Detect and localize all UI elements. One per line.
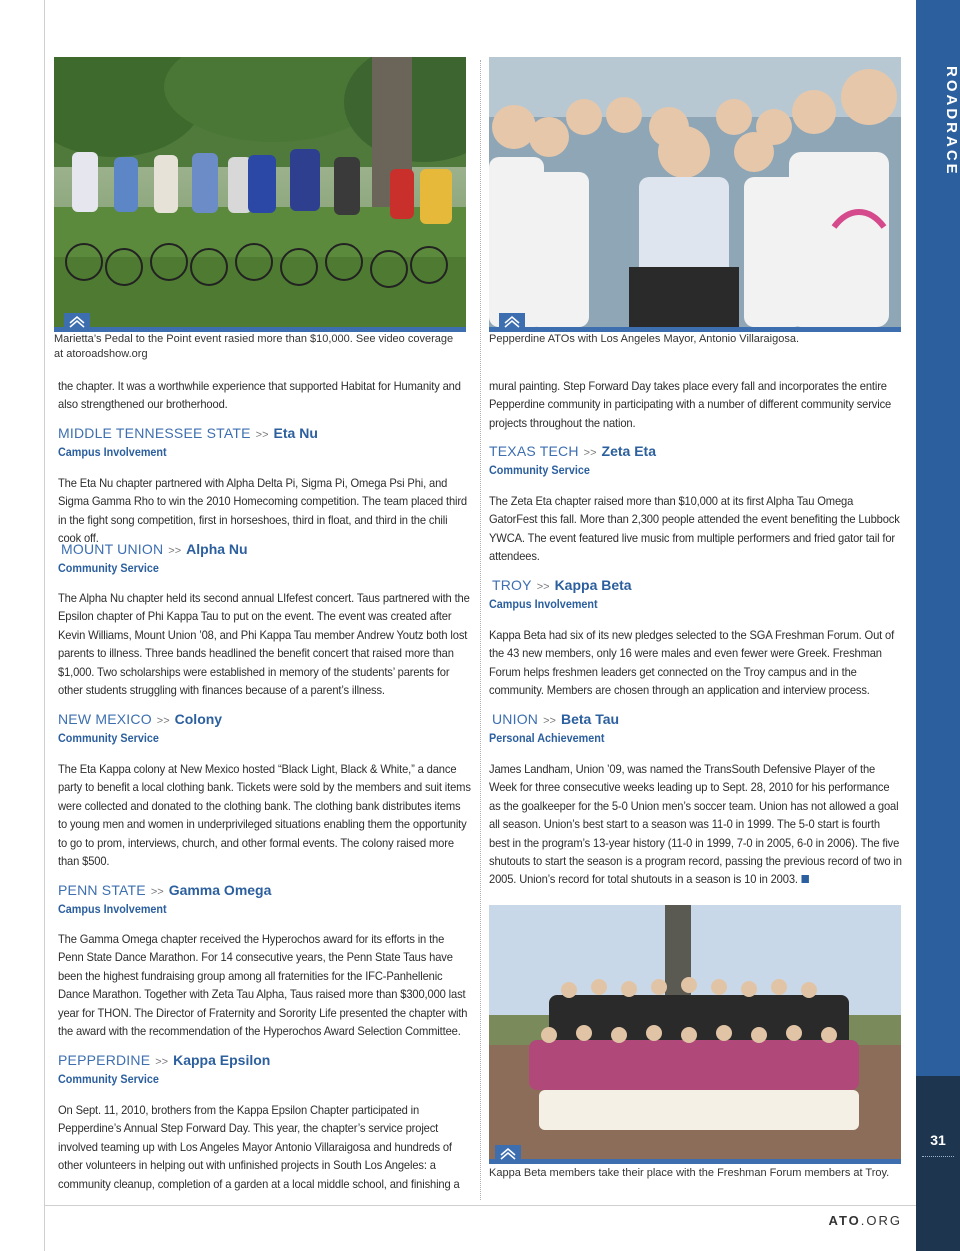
sidebar-dark-band	[916, 1076, 960, 1251]
column-divider	[480, 60, 481, 1200]
entry-heading	[489, 443, 656, 459]
chapter-name: Beta Tau	[560, 711, 620, 727]
school-name: UNION	[492, 711, 539, 727]
entry-heading	[58, 711, 222, 727]
chapter-name: Kappa Epsilon	[173, 1052, 271, 1068]
page-number: 31	[930, 1132, 946, 1148]
chevron-icon	[495, 1145, 521, 1161]
entry-heading	[58, 425, 318, 441]
end-mark-icon	[802, 875, 809, 883]
footer-brand[interactable]	[829, 1213, 902, 1228]
entry-category: Community Service	[58, 731, 159, 745]
photo-freshman-forum	[489, 905, 901, 1159]
double-chevron-icon: >>	[150, 886, 164, 898]
entry-paragraph: The Gamma Omega chapter received the Hyperochos award for its efforts in the Penn State Dance Marathon. For 14 consecutive years, the Penn State Taus have been the highest fundraising group among all fraternities for the IFC-Panhellenic Dance Marathon. Together with Zeta Tau Alpha, Taus raised more than $300,000 last year for THON. The Director of Fraternity and Sorority Life presented the chapter with the award with the recommendation of the Hyperochos Award Selection Committee.	[58, 932, 468, 1039]
sidebar-band	[916, 0, 960, 1251]
chapter-name: Zeta Eta	[601, 443, 656, 459]
chapter-name: Colony	[174, 711, 223, 727]
entry-paragraph: The Eta Nu chapter partnered with Alpha Delta Pi, Sigma Pi, Omega Psi Phi, and Sigma Gamma Rho to win the 2010 Homecoming competition. The team placed third in the fight song competition, first in horseshoes, third in float, and third in the chili cook off.	[58, 476, 468, 546]
entry-paragraph	[489, 760, 903, 889]
chapter-name: Kappa Beta	[554, 577, 632, 593]
double-chevron-icon: >>	[536, 581, 550, 593]
photo-pepperdine-group	[489, 57, 901, 327]
school-name: TEXAS TECH	[489, 443, 579, 459]
entry-category: Community Service	[58, 561, 159, 575]
entry-paragraph-text: James Landham, Union ’09, was named the TransSouth Defensive Player of the Week for three consecutive weeks leading up to Sept. 28, 2010 for his performance as the goalkeeper for the 5-0 Union men’s soccer team. Union has not allowed a goal all season. Union’s best start to a season was 11-0 in 1999. The 5-0 start is fourth best in the program’s 13-year history (11-0 in 1999, 7-0 in 2005, 6-0 in 2006). The five shutouts to start the season is a program record, passing the previous record of two in 2005. Union’s record for total shutouts in a season is 10 in 2003.	[489, 762, 902, 887]
brand-rest: .ORG	[860, 1213, 902, 1228]
entry-paragraph: Kappa Beta had six of its new pledges selected to the SGA Freshman Forum. Out of the 43 new members, only 16 were males and even fewer were Greek. Freshman Forum helps freshmen leaders get connected on the Troy campus and in the community. Members are chosen through an application and interview process.	[489, 628, 895, 698]
photo-bar	[489, 1159, 901, 1164]
page-border	[44, 0, 45, 1251]
entry-category: Personal Achievement	[489, 731, 605, 745]
brand-bold: ATO	[828, 1213, 861, 1228]
school-name: NEW MEXICO	[58, 711, 152, 727]
intro-paragraph: mural painting. Step Forward Day takes place every fall and incorporates the entire Pepperdine community in participating with a number of different community service projects throughout the nation.	[489, 379, 892, 430]
chapter-name: Eta Nu	[273, 425, 318, 441]
entry-category: Campus Involvement	[58, 445, 167, 459]
entry-paragraph: The Zeta Eta chapter raised more than $10,000 at its first Alpha Tau Omega GatorFest this fall. More than 2,300 people attended the event benefiting the Lubbock YWCA. The event featured live music from multiple performers and fried gator tail for attendees.	[489, 494, 900, 564]
school-name: MOUNT UNION	[61, 541, 164, 557]
school-name: TROY	[492, 577, 532, 593]
footer-rule	[44, 1205, 916, 1206]
school-name: PEPPERDINE	[58, 1052, 151, 1068]
entry-heading	[492, 711, 619, 727]
page-number-rule	[922, 1156, 954, 1157]
chevron-icon	[64, 313, 90, 329]
chevron-icon	[499, 313, 525, 329]
entry-heading	[492, 577, 632, 593]
photo-caption: Pepperdine ATOs with Los Angeles Mayor, Antonio Villaraigosa.	[489, 333, 800, 345]
chapter-name: Gamma Omega	[168, 882, 272, 898]
entry-category: Community Service	[489, 463, 590, 477]
double-chevron-icon: >>	[155, 1056, 169, 1068]
school-name: PENN STATE	[58, 882, 146, 898]
school-name: MIDDLE TENNESSEE STATE	[58, 425, 251, 441]
double-chevron-icon: >>	[168, 545, 182, 557]
photo-caption: Marietta’s Pedal to the Point event rasied more than $10,000. See video coverage at atoroadshow.org	[54, 333, 454, 360]
entry-heading	[58, 1052, 270, 1068]
photo-cyclists	[54, 57, 466, 327]
entry-category: Campus Involvement	[58, 902, 167, 916]
entry-paragraph: The Alpha Nu chapter held its second annual LIfefest concert. Taus partnered with the Epsilon chapter of Phi Kappa Tau to put on the event. The event was created after Kevin Williams, Mount Union ’08, and Phi Kappa Tau member Andrew Youtz both lost parents to illness. Three bands headlined the benefit concert that raised more than $1,000. Two scholarships were established in memory of the students’ parents for other students struggling with finances because of a parent’s illness.	[58, 591, 470, 698]
double-chevron-icon: >>	[583, 447, 597, 459]
chapter-name: Alpha Nu	[186, 541, 248, 557]
section-title: ROADRACE	[943, 65, 960, 177]
entry-paragraph: On Sept. 11, 2010, brothers from the Kappa Epsilon Chapter participated in Pepperdine’s Annual Step Forward Day. This year, the chapter’s service project involved teaming up with Los Angeles Mayor Antonio Villaraigosa and hundreds of other volunteers in helping out with unfinished projects in South Los Angeles: a community cleanup, completion of a garden at a local middle school, and finishing a	[58, 1103, 460, 1191]
intro-paragraph: the chapter. It was a worthwhile experience that supported Habitat for Humanity and also strengthened our brotherhood.	[58, 379, 461, 412]
double-chevron-icon: >>	[255, 429, 269, 441]
entry-category: Campus Involvement	[489, 597, 598, 611]
entry-paragraph: The Eta Kappa colony at New Mexico hosted “Black Light, Black & White,” a dance party to benefit a local clothing bank. Tickets were sold by the members and suit items were collected and donated to the clothing bank. The clothing bank distributes items to young men and women in underprivileged situations enabling them the opportunity to go to prom, interviews, church, and other formal events. The colony raised more than $500.	[58, 762, 471, 869]
photo-caption: Kappa Beta members take their place with the Freshman Forum members at Troy.	[489, 1167, 890, 1179]
entry-heading	[58, 882, 271, 898]
double-chevron-icon: >>	[543, 715, 556, 727]
entry-category: Community Service	[58, 1072, 159, 1086]
entry-heading	[61, 541, 248, 557]
double-chevron-icon: >>	[156, 715, 170, 727]
